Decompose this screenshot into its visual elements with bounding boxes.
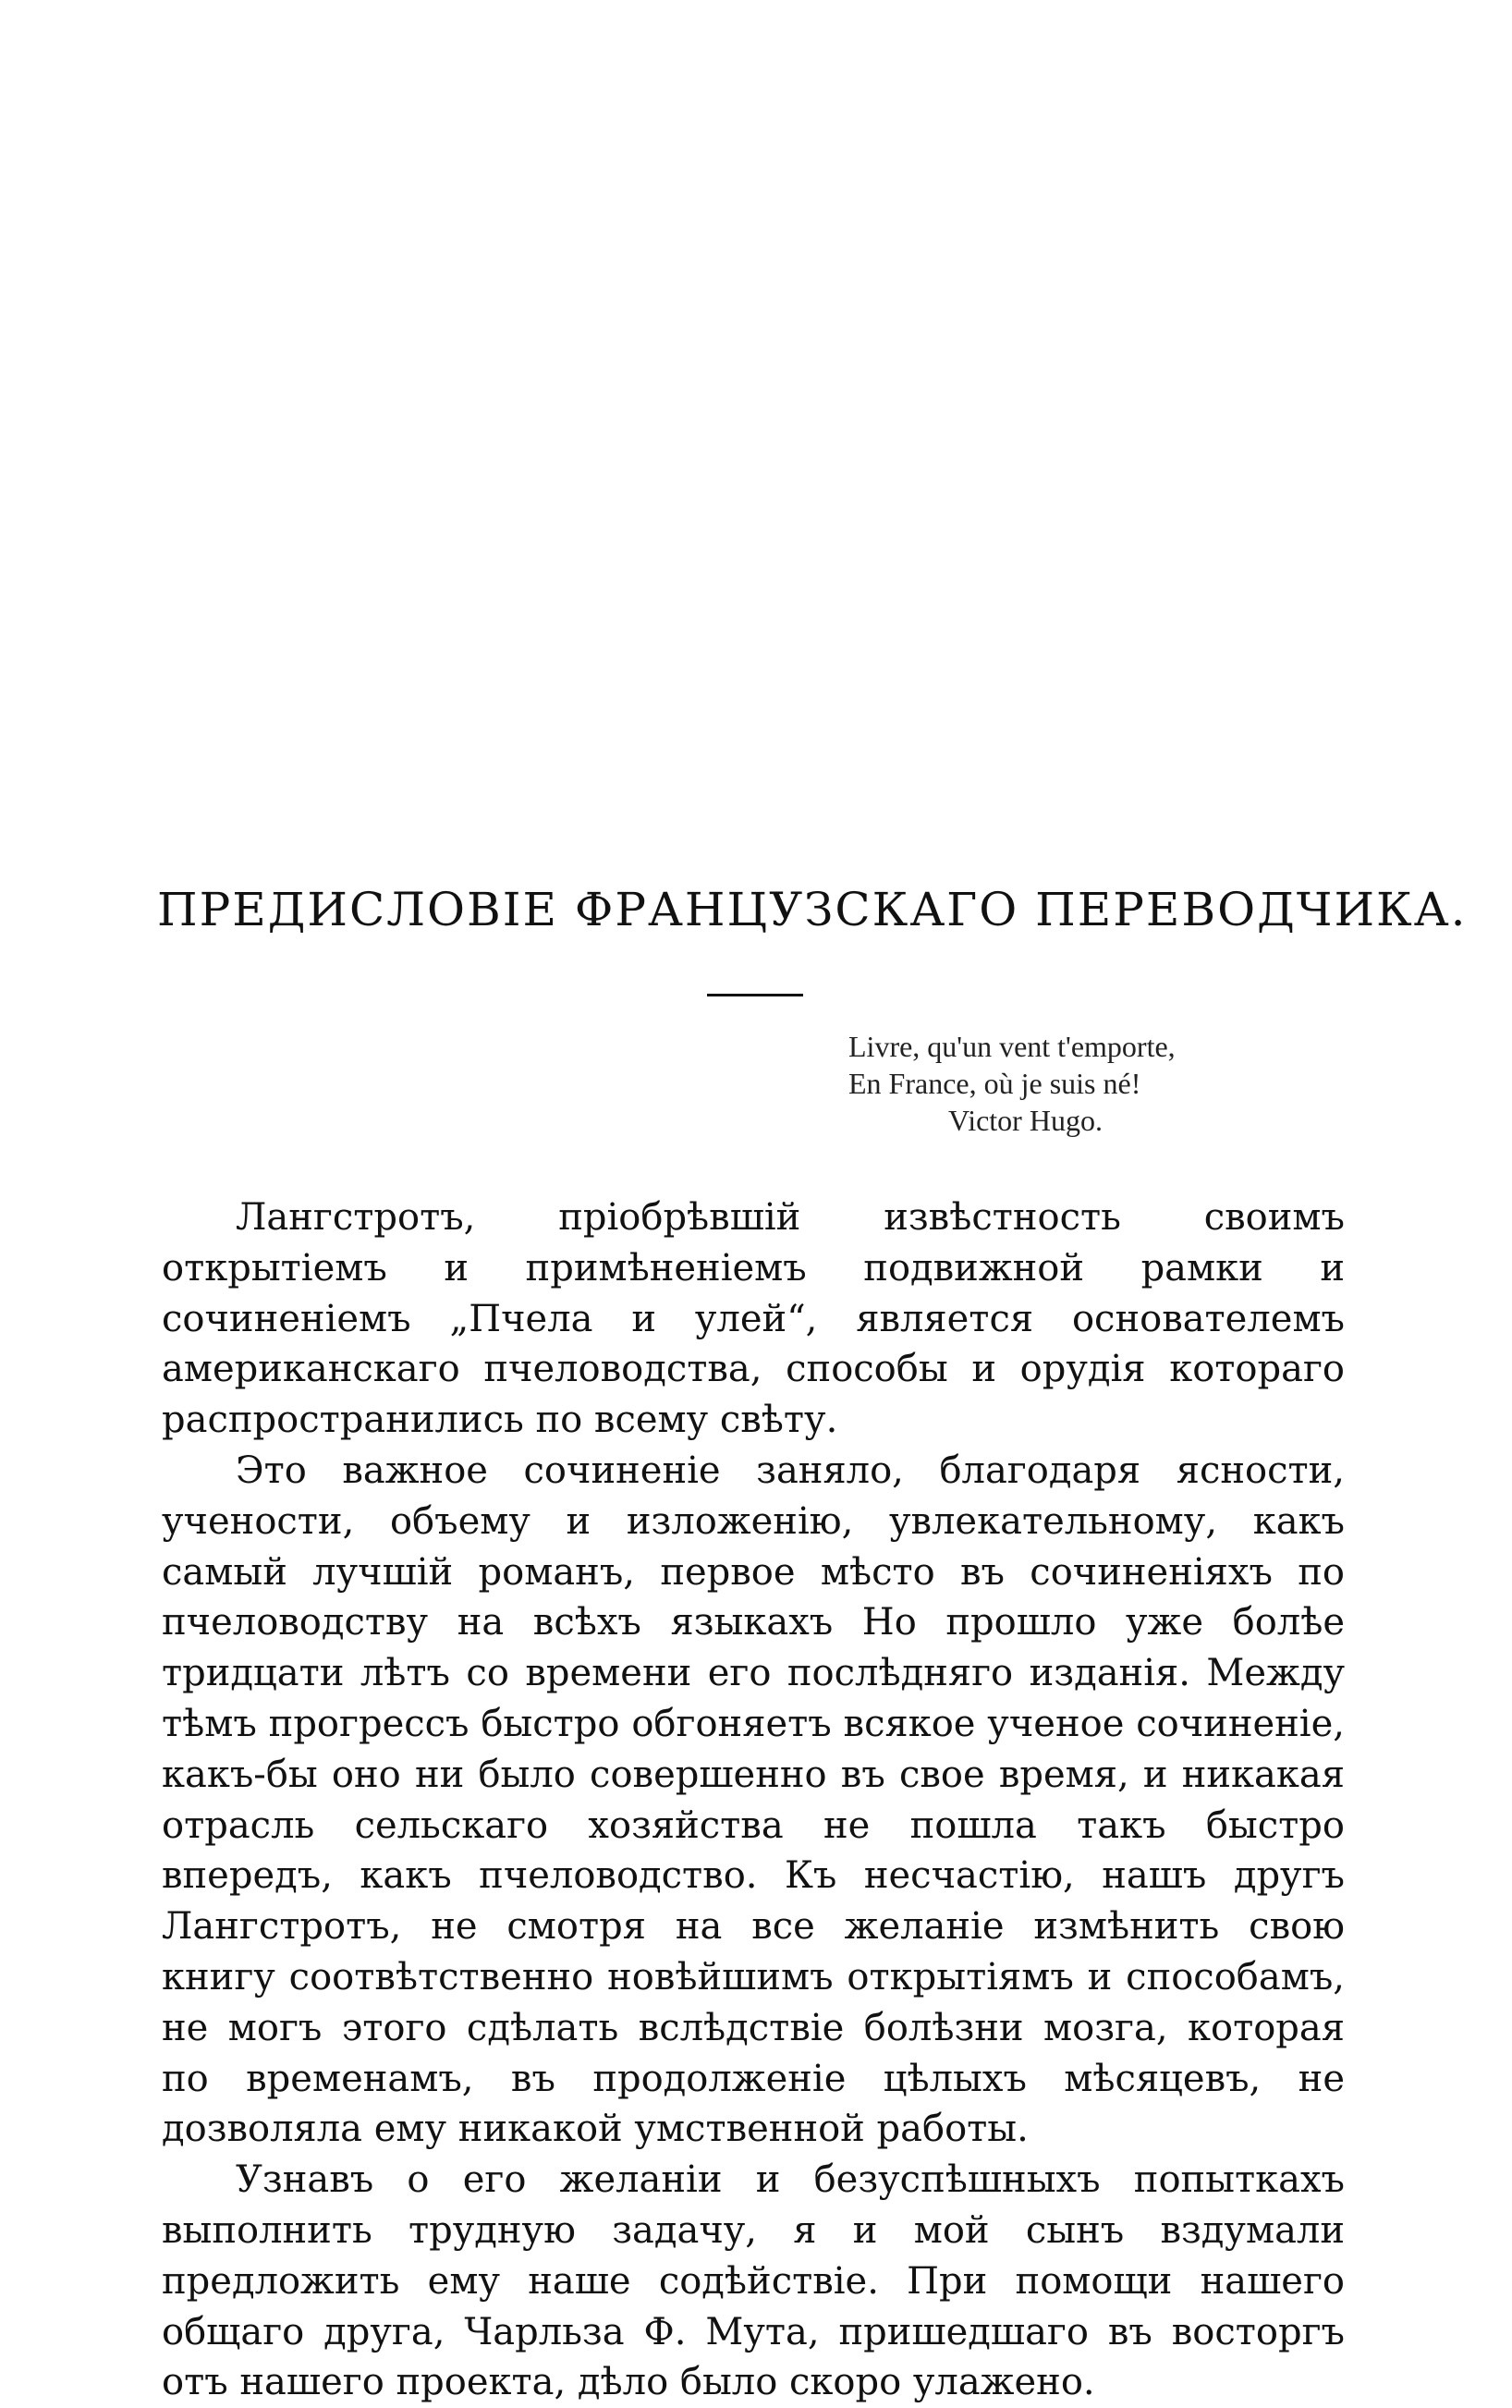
- epigraph-line-2: En France, où je suis né!: [848, 1067, 1141, 1100]
- title-divider: [707, 994, 803, 996]
- epigraph-line-1: Livre, qu'un vent t'emporte,: [848, 1030, 1176, 1063]
- epigraph-author: Victor Hugo.: [948, 1104, 1103, 1137]
- epigraph: [848, 1028, 1176, 1139]
- paragraph-3: Узнавъ о его желаніи и безуспѣшныхъ попыткахъ выполнить трудную задачу, я и мой сынъ вздумали предложить ему наше содѣйствіе. При помощи нашего общаго друга, Чарльза Ф. Мута, пришедшаго въ восторгъ отъ нашего проекта, дѣло было скоро улажено.: [162, 2158, 1345, 2404]
- chapter-title: ПРЕДИСЛОВІЕ ФРАНЦУЗСКАГО ПЕРЕВОДЧИКА.: [157, 883, 1468, 936]
- paragraph-1: Лангстротъ, пріобрѣвшій извѣстность своимъ открытіемъ и примѣненіемъ подвижной рамки и сочиненіемъ „Пчела и улей“, является основателемъ американскаго пчеловодства, способы и орудія котораго распространились по всему свѣту.: [162, 1196, 1345, 1442]
- body-text: [162, 1192, 1345, 2408]
- paragraph-2: Это важное сочиненіе заняло, благодаря ясности, учености, объему и изложенію, увлекательному, какъ самый лучшій романъ, первое мѣсто въ сочиненіяхъ по пчеловодству на всѣхъ языкахъ Но прошло уже болѣе тридцати лѣтъ со времени его послѣдняго изданія. Между тѣмъ прогрессъ быстро обгоняетъ всякое ученое сочиненіе, какъ-бы оно ни было совершенно въ свое время, и никакая отрасль сельскаго хозяйства не пошла такъ быстро впередъ, какъ пчеловодство. Къ несчастію, нашъ другъ Лангстротъ, не смотря на все желаніе измѣнить свою книгу соотвѣтственно новѣйшимъ открытіямъ и способамъ, не могъ этого сдѣлать вслѣдствіе болѣзни мозга, которая по временамъ, въ продолженіе цѣлыхъ мѣсяцевъ, не дозволяла ему никакой умственной работы.: [162, 1448, 1345, 2151]
